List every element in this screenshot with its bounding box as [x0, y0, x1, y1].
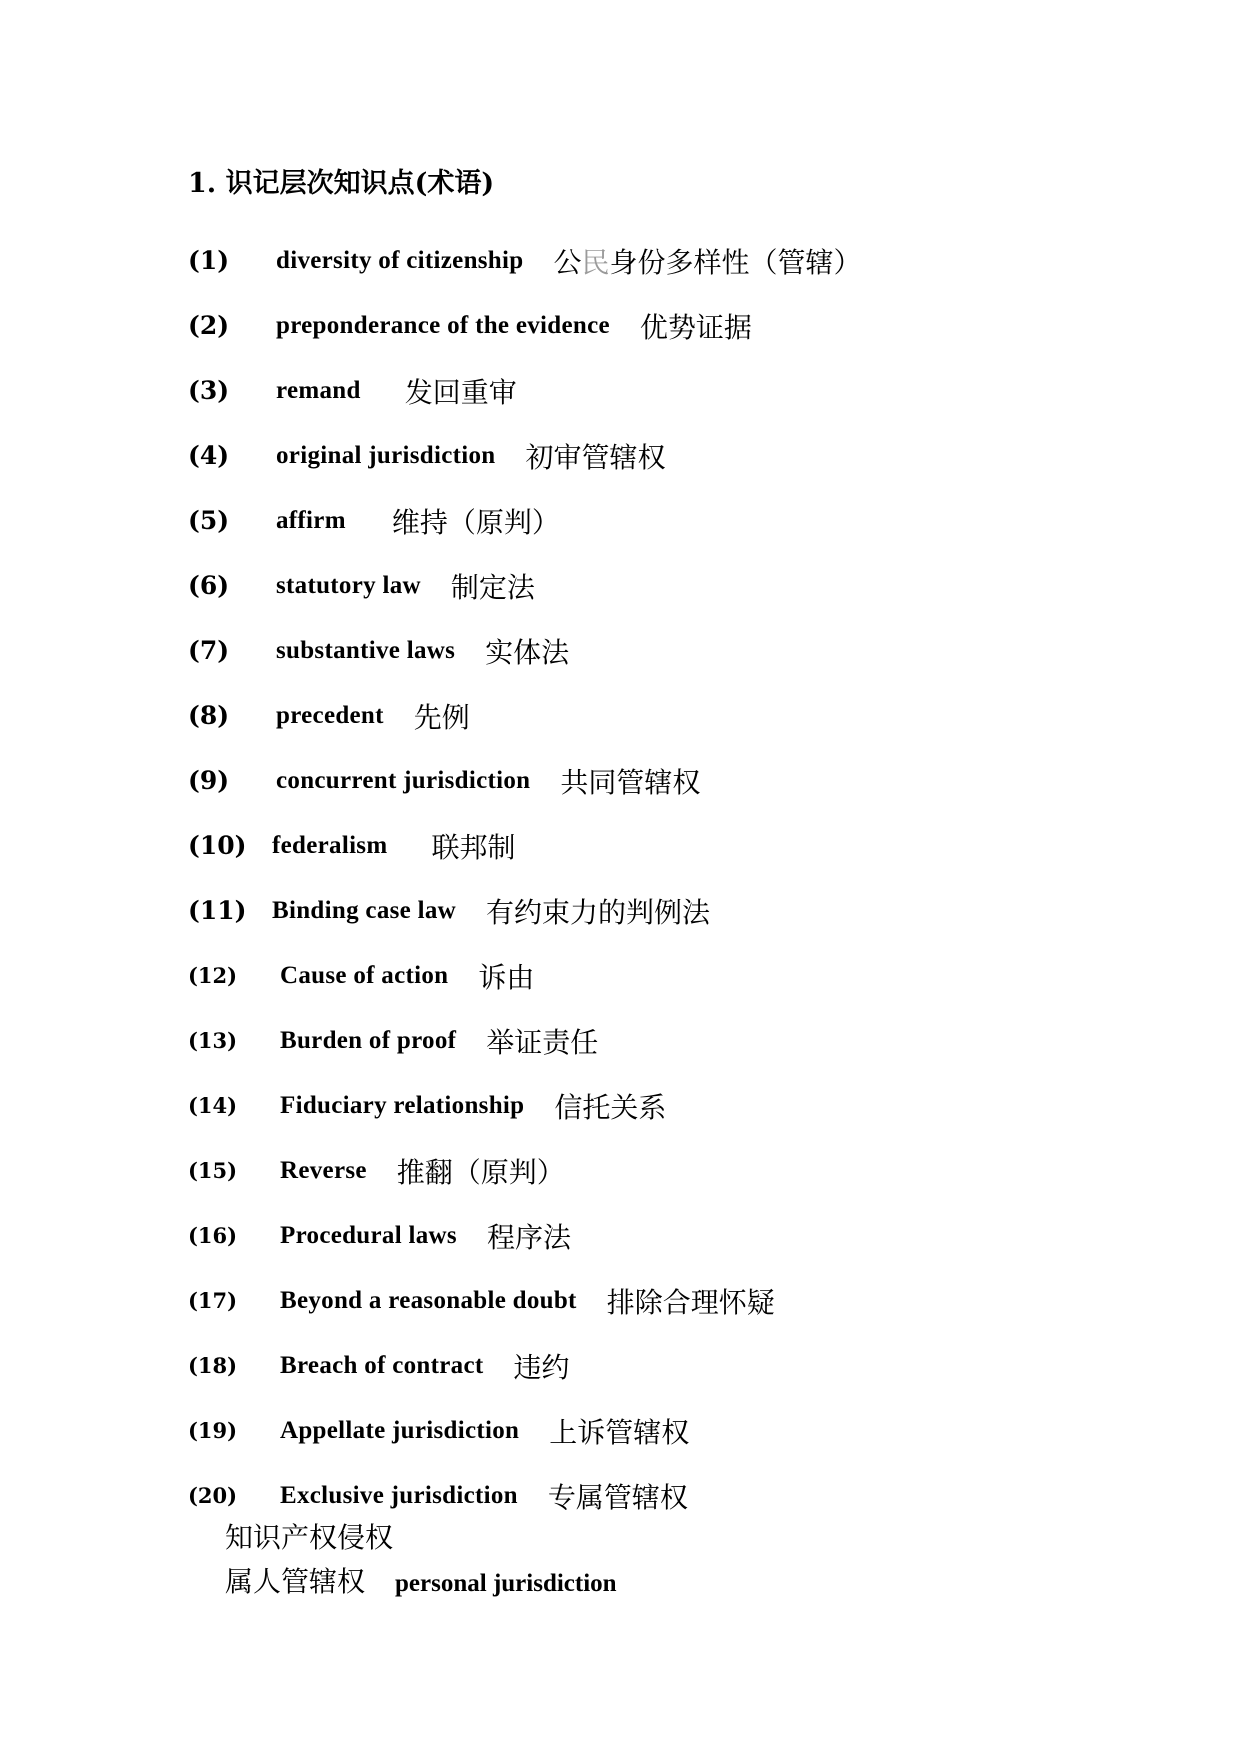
term-row — [188, 1203, 1188, 1268]
term-english: Burden of proof — [280, 1026, 457, 1054]
term-row — [188, 618, 1188, 683]
term-number: (14) — [188, 1093, 238, 1118]
term-chinese: 优势证据 — [639, 310, 752, 344]
term-english: Fiduciary relationship — [280, 1091, 525, 1119]
term-number: (12) — [188, 963, 238, 988]
term-row — [188, 1008, 1188, 1073]
term-chinese-faded-char: 民 — [581, 245, 610, 279]
term-row — [188, 1398, 1188, 1463]
term-row — [188, 1073, 1188, 1138]
term-row — [188, 748, 1188, 813]
term-number: (18) — [188, 1353, 238, 1378]
term-number: (16) — [188, 1223, 238, 1248]
term-chinese: 举证责任 — [486, 1025, 599, 1059]
term-english: Breach of contract — [280, 1351, 484, 1379]
term-number: (9) — [188, 766, 230, 795]
term-chinese: 有约束力的判例法 — [486, 895, 711, 929]
term-english: remand — [276, 376, 361, 404]
term-chinese-part: 公 — [553, 245, 582, 279]
section-heading: 1. 识记层次知识点(术语) — [188, 168, 495, 199]
term-row — [188, 423, 1188, 488]
term-chinese: 违约 — [513, 1350, 570, 1384]
term-english: Procedural laws — [280, 1221, 457, 1249]
term-number: (20) — [188, 1483, 238, 1508]
term-chinese: 程序法 — [486, 1220, 571, 1254]
term-chinese: 诉由 — [478, 960, 535, 994]
term-english: Reverse — [280, 1156, 367, 1184]
term-chinese: 制定法 — [450, 570, 535, 604]
term-row — [188, 813, 1188, 878]
term-english: preponderance of the evidence — [276, 311, 610, 339]
term-chinese: 排除合理怀疑 — [606, 1285, 775, 1319]
term-chinese: 推翻（原判） — [396, 1155, 565, 1189]
term-row — [188, 358, 1188, 423]
term-row — [188, 1138, 1188, 1203]
term-chinese: 实体法 — [485, 635, 570, 669]
term-chinese: 发回重审 — [404, 375, 517, 409]
term-english: statutory law — [276, 571, 421, 599]
term-english: diversity of citizenship — [276, 246, 524, 274]
term-english: Cause of action — [280, 961, 449, 989]
term-number: (15) — [188, 1158, 238, 1183]
term-english: substantive laws — [276, 636, 456, 664]
term-number: (13) — [188, 1028, 238, 1053]
term-number: (1) — [188, 246, 230, 275]
extra-note-ip-infringement: 知识产权侵权 — [225, 1521, 394, 1554]
extra-note-personal-jurisdiction — [225, 1562, 617, 1604]
term-number: (3) — [188, 376, 230, 405]
term-chinese — [553, 241, 861, 281]
term-row — [188, 553, 1188, 618]
term-chinese: 维持（原判） — [391, 505, 560, 539]
term-number: (8) — [188, 701, 230, 730]
term-row — [188, 878, 1188, 943]
term-english: Exclusive jurisdiction — [280, 1481, 518, 1509]
term-english: precedent — [276, 701, 384, 729]
term-list — [188, 228, 1188, 1528]
term-chinese: 联邦制 — [431, 830, 516, 864]
term-row — [188, 488, 1188, 553]
term-number: (19) — [188, 1418, 238, 1443]
term-english: federalism — [272, 831, 388, 859]
term-row — [188, 683, 1188, 748]
term-number: (2) — [188, 311, 230, 340]
term-number: (6) — [188, 571, 230, 600]
term-chinese: 初审管辖权 — [525, 440, 666, 474]
term-chinese: 共同管辖权 — [560, 765, 701, 799]
term-english: Beyond a reasonable doubt — [280, 1286, 577, 1314]
extra-note-chinese: 属人管辖权 — [225, 1565, 366, 1598]
term-number: (17) — [188, 1288, 238, 1313]
term-chinese: 先例 — [413, 700, 470, 734]
term-row — [188, 1333, 1188, 1398]
term-chinese-part: 身份多样性（管辖） — [609, 245, 862, 279]
term-chinese: 上诉管辖权 — [549, 1415, 690, 1449]
term-number: (10) — [188, 831, 247, 860]
term-row — [188, 1268, 1188, 1333]
term-english: Binding case law — [272, 896, 456, 924]
term-chinese: 专属管辖权 — [547, 1480, 688, 1514]
term-english: affirm — [276, 506, 346, 534]
term-english: original jurisdiction — [276, 441, 496, 469]
term-number: (7) — [188, 636, 230, 665]
term-row — [188, 943, 1188, 1008]
term-row — [188, 228, 1188, 293]
term-english: Appellate jurisdiction — [280, 1416, 520, 1444]
term-row — [188, 293, 1188, 358]
term-number: (5) — [188, 506, 230, 535]
extra-note-english: personal jurisdiction — [395, 1570, 617, 1597]
term-chinese: 信托关系 — [554, 1090, 667, 1124]
term-number: (11) — [188, 896, 247, 925]
term-number: (4) — [188, 441, 230, 470]
term-english: concurrent jurisdiction — [276, 766, 531, 794]
